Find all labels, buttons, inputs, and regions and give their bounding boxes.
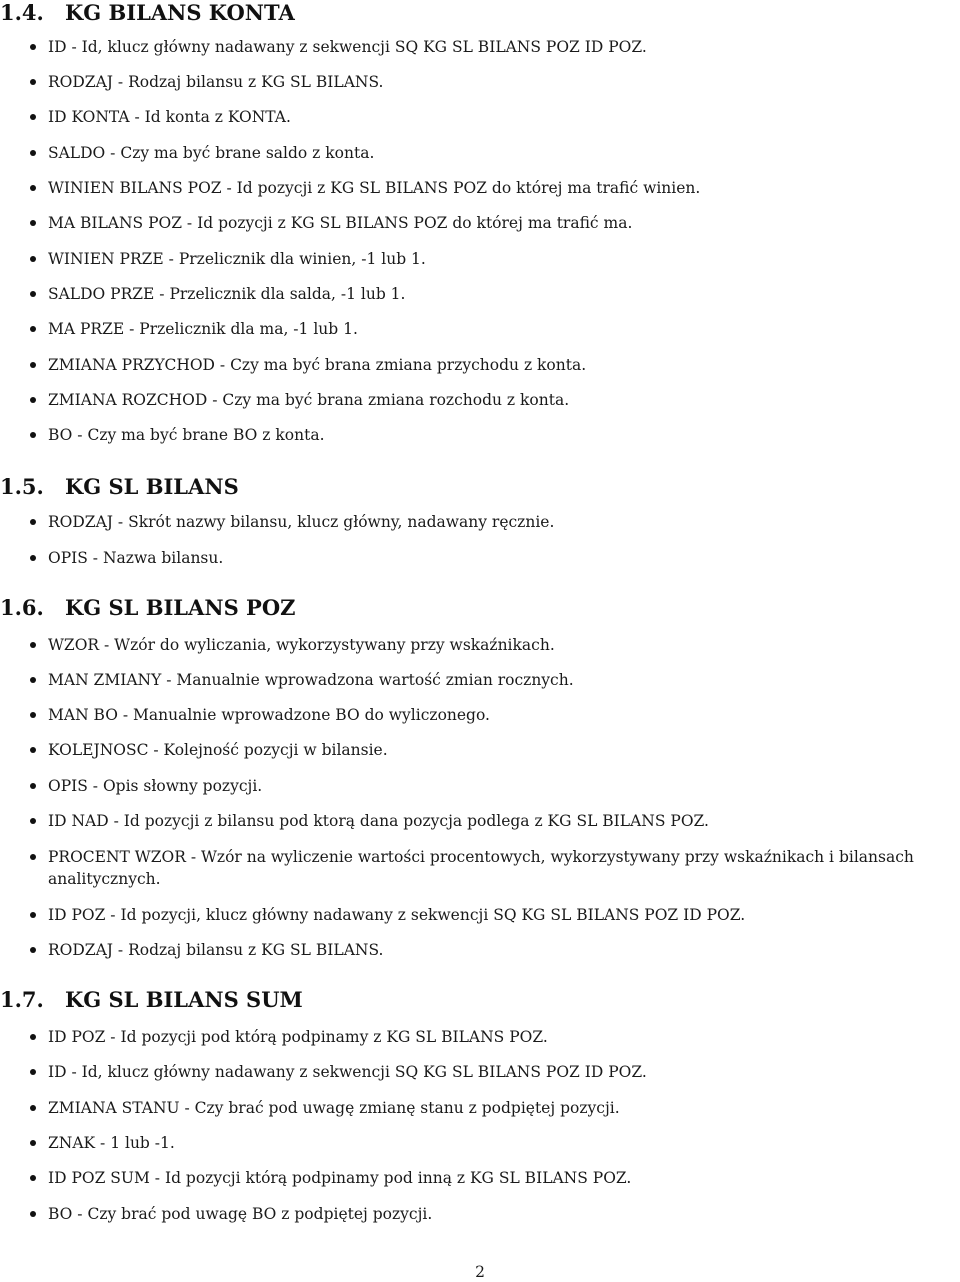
list-item-text: ZMIANA PRZYCHOD - Czy ma być brana zmiana przychodu z konta.: [48, 356, 587, 374]
list-item-text: WZOR - Wzór do wyliczania, wykorzystywany przy wskaźnikach.: [48, 636, 555, 654]
bullet-icon: [30, 818, 36, 824]
list-item-text: ZNAK - 1 lub -1.: [48, 1134, 175, 1152]
list-item-text: SALDO PRZE - Przelicznik dla salda, -1 lub 1.: [48, 285, 406, 303]
bullet-icon: [30, 150, 36, 156]
list-item-text: PROCENT WZOR - Wzór na wyliczenie wartości procentowych, wykorzystywany przy wskaźnikach i bilansach: [48, 848, 914, 866]
bullet-icon: [30, 1140, 36, 1146]
bullet-icon: [30, 1034, 36, 1040]
bullet-icon: [30, 432, 36, 438]
list-item-text: ID - Id, klucz główny nadawany z sekwencji SQ KG SL BILANS POZ ID POZ.: [48, 38, 647, 56]
list-item-text: RODZAJ - Rodzaj bilansu z KG SL BILANS.: [48, 73, 384, 91]
bullet-icon: [30, 519, 36, 525]
bullet-icon: [30, 397, 36, 403]
bullet-icon: [30, 747, 36, 753]
bullet-icon: [30, 854, 36, 860]
list-item-text: ZMIANA STANU - Czy brać pod uwagę zmianę stanu z podpiętej pozycji.: [48, 1099, 620, 1117]
bullet-icon: [30, 912, 36, 918]
section-number: 1.7.: [0, 987, 44, 1012]
section-heading-1-4: [0, 0, 295, 26]
bullet-icon: [30, 1069, 36, 1075]
bullet-icon: [30, 44, 36, 50]
bullet-icon: [30, 677, 36, 683]
section-heading-1-5: [0, 474, 239, 500]
bullet-icon: [30, 326, 36, 332]
list-item-text: MA BILANS POZ - Id pozycji z KG SL BILANS POZ do której ma trafić ma.: [48, 214, 633, 232]
section-title: KG SL BILANS POZ: [65, 595, 296, 620]
section-number: 1.6.: [0, 595, 44, 620]
list-item-text: WINIEN BILANS POZ - Id pozycji z KG SL BILANS POZ do której ma trafić winien.: [48, 179, 701, 197]
bullet-icon: [30, 555, 36, 561]
section-number: 1.4.: [0, 0, 44, 25]
bullet-icon: [30, 256, 36, 262]
list-item-text: RODZAJ - Rodzaj bilansu z KG SL BILANS.: [48, 941, 384, 959]
list-item-text: ID POZ - Id pozycji, klucz główny nadawany z sekwencji SQ KG SL BILANS POZ ID POZ.: [48, 906, 746, 924]
bullet-icon: [30, 114, 36, 120]
list-item-text: OPIS - Nazwa bilansu.: [48, 549, 224, 567]
section-title: KG BILANS KONTA: [65, 0, 295, 25]
bullet-icon: [30, 1211, 36, 1217]
list-item-text: BO - Czy ma być brane BO z konta.: [48, 426, 325, 444]
list-item-text-continued: analitycznych.: [48, 870, 161, 888]
list-item-text: ID KONTA - Id konta z KONTA.: [48, 108, 291, 126]
list-item-text: ID NAD - Id pozycji z bilansu pod ktorą dana pozycja podlega z KG SL BILANS POZ.: [48, 812, 709, 830]
list-item-text: ID POZ SUM - Id pozycji którą podpinamy pod inną z KG SL BILANS POZ.: [48, 1169, 632, 1187]
section-title: KG SL BILANS: [65, 474, 239, 499]
bullet-icon: [30, 291, 36, 297]
section-title: KG SL BILANS SUM: [65, 987, 303, 1012]
list-item-text: WINIEN PRZE - Przelicznik dla winien, -1 lub 1.: [48, 250, 426, 268]
list-item-text: ID POZ - Id pozycji pod którą podpinamy z KG SL BILANS POZ.: [48, 1028, 548, 1046]
list-item-text: MAN ZMIANY - Manualnie wprowadzona wartość zmian rocznych.: [48, 671, 574, 689]
bullet-icon: [30, 1105, 36, 1111]
bullet-icon: [30, 642, 36, 648]
bullet-icon: [30, 712, 36, 718]
bullet-icon: [30, 220, 36, 226]
bullet-icon: [30, 783, 36, 789]
list-item-text: MAN BO - Manualnie wprowadzone BO do wyliczonego.: [48, 706, 490, 724]
section-heading-1-7: [0, 987, 303, 1013]
section-heading-1-6: [0, 595, 295, 621]
list-item-text: RODZAJ - Skrót nazwy bilansu, klucz główny, nadawany ręcznie.: [48, 513, 555, 531]
bullet-icon: [30, 79, 36, 85]
bullet-icon: [30, 362, 36, 368]
list-item-text: KOLEJNOSC - Kolejność pozycji w bilansie.: [48, 741, 388, 759]
section-number: 1.5.: [0, 474, 44, 499]
list-item-text: MA PRZE - Przelicznik dla ma, -1 lub 1.: [48, 320, 358, 338]
list-item-text: ZMIANA ROZCHOD - Czy ma być brana zmiana rozchodu z konta.: [48, 391, 570, 409]
list-item-text: ID - Id, klucz główny nadawany z sekwencji SQ KG SL BILANS POZ ID POZ.: [48, 1063, 647, 1081]
bullet-icon: [30, 185, 36, 191]
list-item-text: OPIS - Opis słowny pozycji.: [48, 777, 263, 795]
list-item-text: SALDO - Czy ma być brane saldo z konta.: [48, 144, 375, 162]
page-number: 2: [475, 1263, 485, 1281]
list-item-text: BO - Czy brać pod uwagę BO z podpiętej pozycji.: [48, 1205, 433, 1223]
bullet-icon: [30, 1175, 36, 1181]
bullet-icon: [30, 947, 36, 953]
